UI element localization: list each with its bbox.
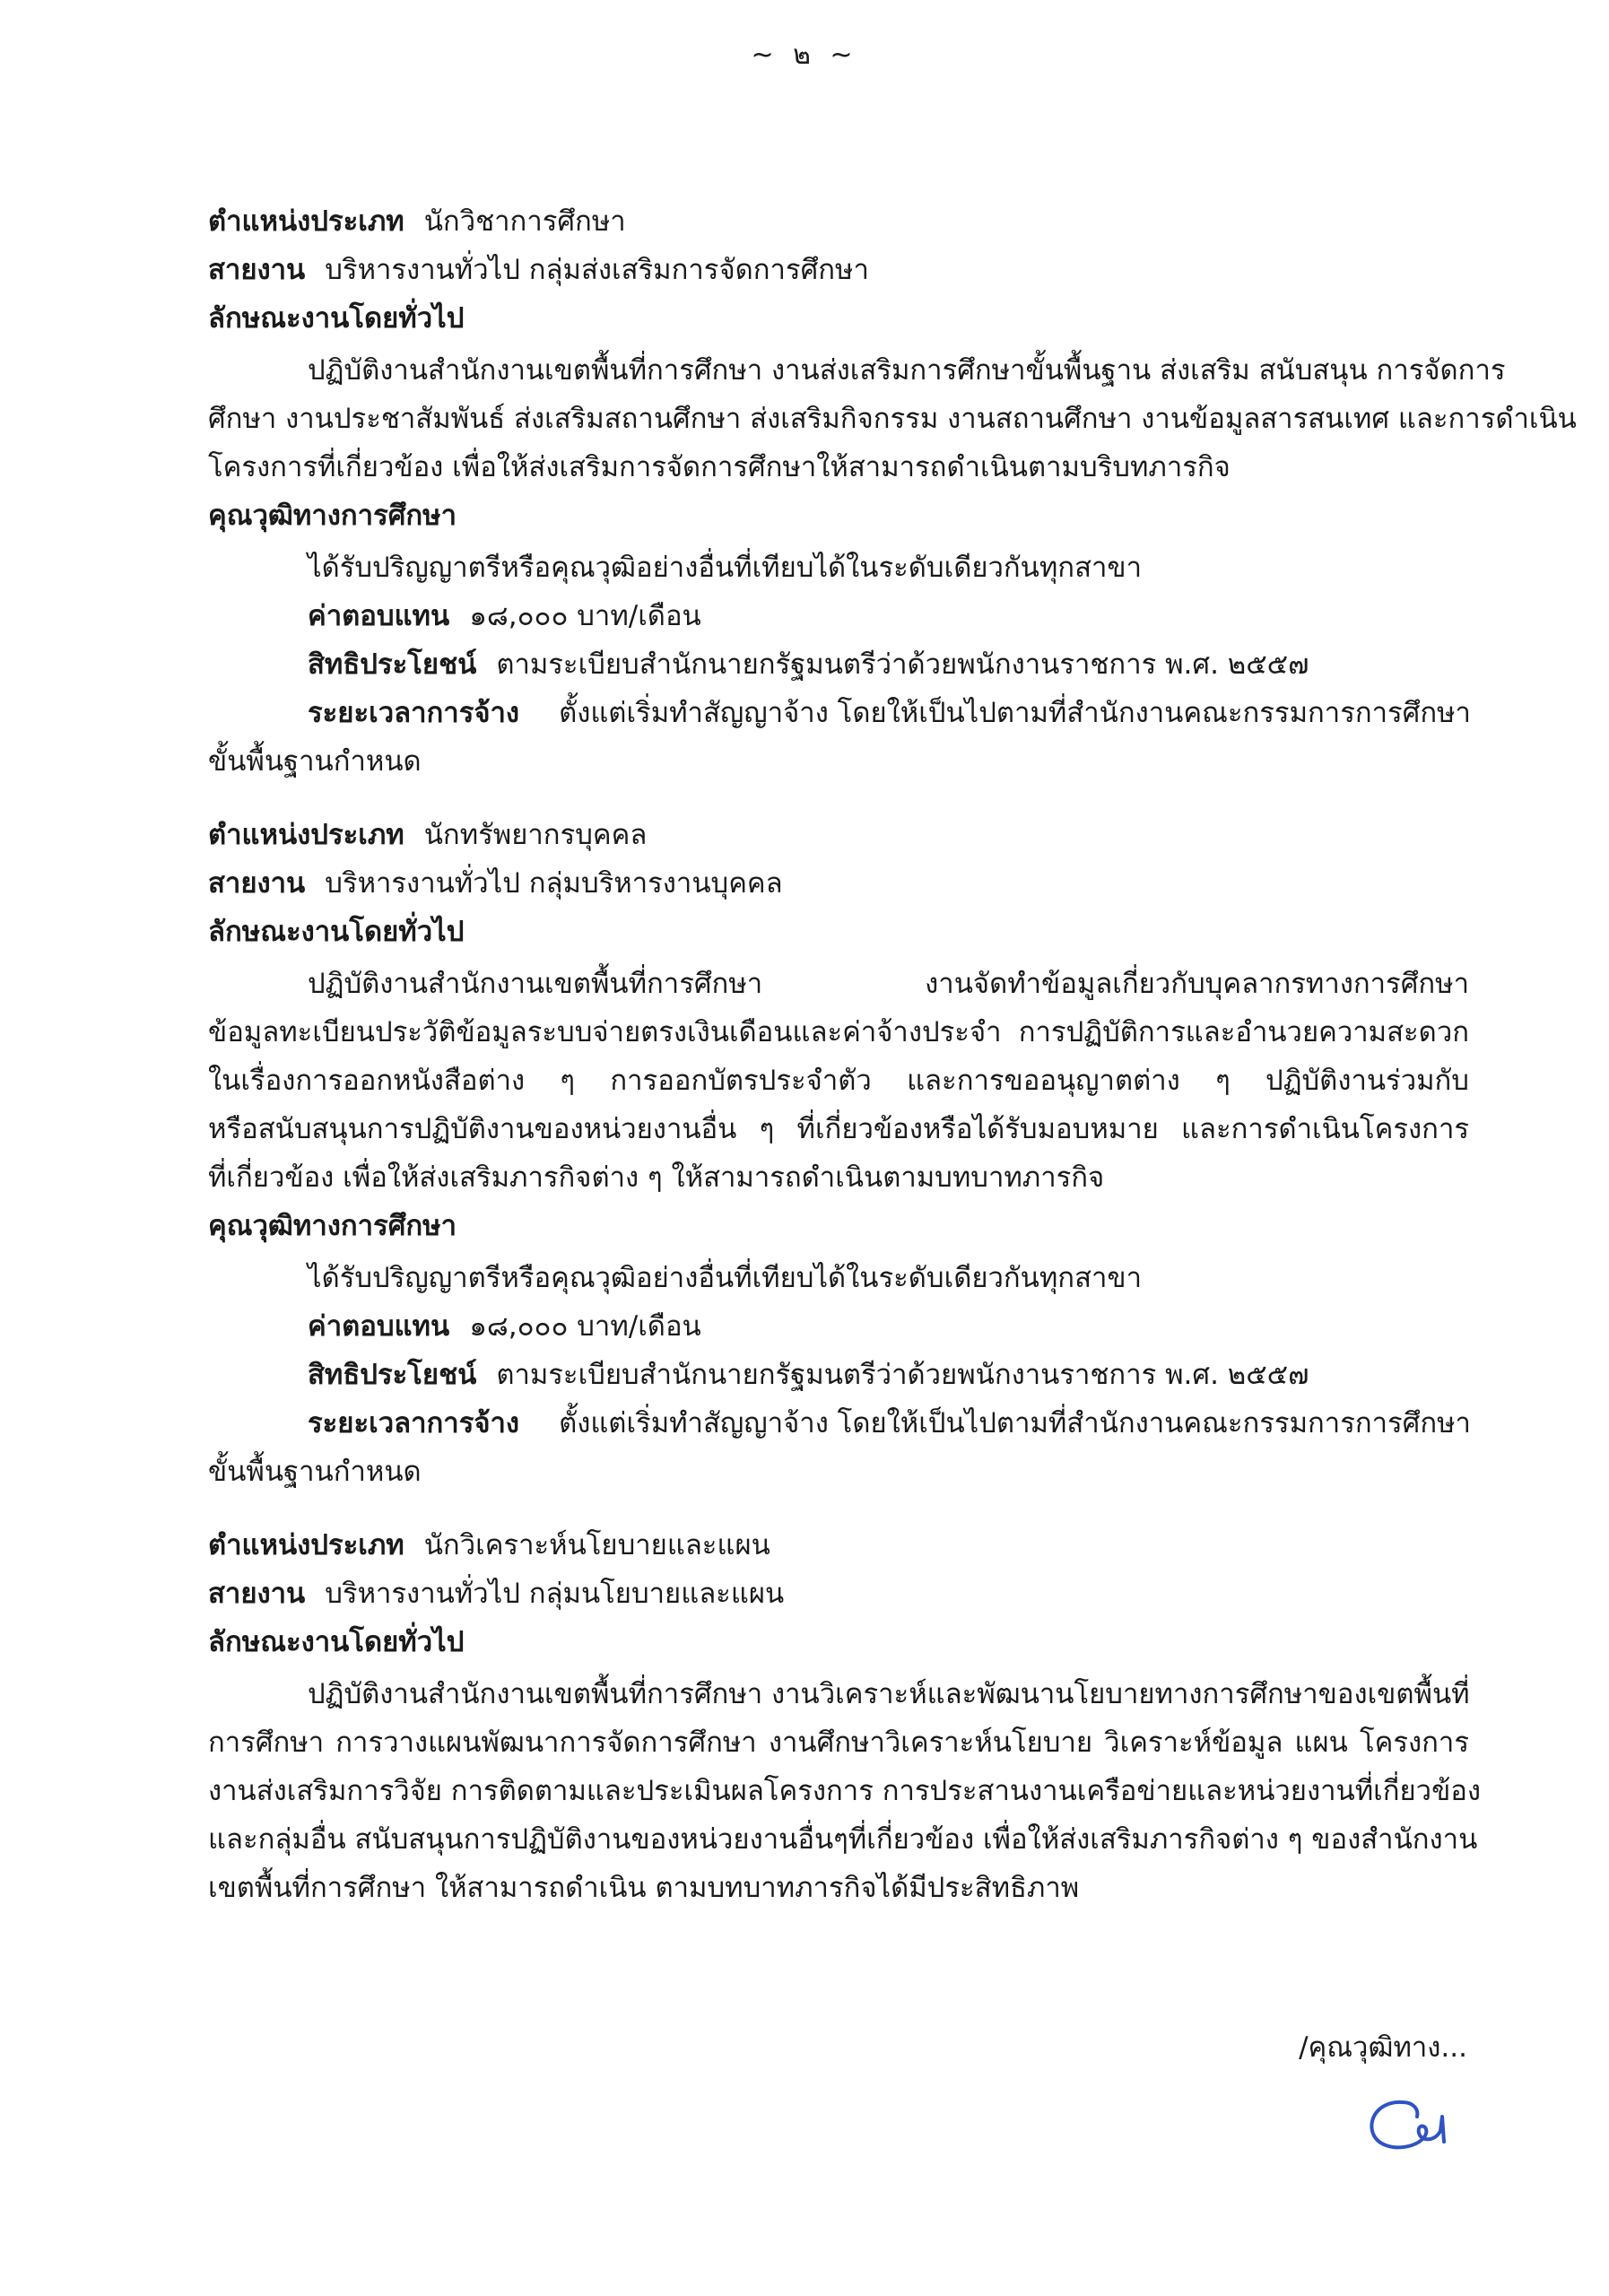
general-duties-heading: ลักษณะงานโดยทั่วไป <box>208 302 465 335</box>
continuation-note: /คุณวุฒิทาง... <box>1299 2031 1467 2064</box>
employment-period-row <box>308 1405 1471 1441</box>
position-type-label: ตำแหน่งประเภท <box>208 1529 404 1561</box>
duties-line: และกลุ่มอื่น สนับสนุนการปฏิบัติงานของหน่วยงานอื่นๆที่เกี่ยวข้อง เพื่อให้ส่งเสริมภารกิจต่าง ๆ ของสำนักงาน <box>208 1823 1478 1856</box>
benefits-row <box>308 1357 1309 1393</box>
duties-line: ในเรื่องการออกหนังสือต่าง ๆ การออกบัตรประจำตัว และการขออนุญาตต่าง ๆ ปฏิบัติงานร่วมกับ <box>208 1065 1469 1097</box>
work-line-row <box>208 1576 784 1612</box>
work-line-label: สายงาน <box>208 1578 306 1610</box>
benefits-row <box>308 647 1309 683</box>
position-type-row <box>208 204 626 239</box>
work-line-row <box>208 865 783 901</box>
signature-mark <box>1363 2090 1462 2161</box>
qualification-heading: คุณวุฒิทางการศึกษา <box>208 500 457 532</box>
position-type-value: นักวิเคราะห์นโยบายและแผน <box>423 1529 770 1561</box>
duties-line: เขตพื้นที่การศึกษา ให้สามารถดำเนิน ตามบทบาทภารกิจได้มีประสิทธิภาพ <box>208 1872 1080 1904</box>
position-type-value: นักวิชาการศึกษา <box>423 205 626 238</box>
page-number: ~ ๒ ~ <box>751 39 858 71</box>
employment-period-label: ระยะเวลาการจ้าง <box>308 697 520 729</box>
duties-line: การศึกษา การวางแผนพัฒนาการจัดการศึกษา งานศึกษาวิเคราะห์นโยบาย วิเคราะห์ข้อมูล แผน โครงการ <box>208 1726 1469 1759</box>
duties-line: ศึกษา งานประชาสัมพันธ์ ส่งเสริมสถานศึกษา ส่งเสริมกิจกรรม งานสถานศึกษา งานข้อมูลสารสนเทศ และการดำเนิน <box>208 403 1577 435</box>
duties-line: หรือสนับสนุนการปฏิบัติงานของหน่วยงานอื่น ๆ ที่เกี่ยวข้องหรือได้รับมอบหมาย และการดำเนินโครงการ <box>208 1113 1469 1145</box>
general-duties-heading: ลักษณะงานโดยทั่วไป <box>208 916 465 948</box>
employment-period-value: ตั้งแต่เริ่มทำสัญญาจ้าง โดยให้เป็นไปตามที่สำนักงานคณะกรรมการการศึกษา <box>559 697 1471 729</box>
benefits-label: สิทธิประโยชน์ <box>308 1359 477 1391</box>
benefits-label: สิทธิประโยชน์ <box>308 648 477 681</box>
position-type-row <box>208 1527 770 1563</box>
qualification-value: ได้รับปริญญาตรีหรือคุณวุฒิอย่างอื่นที่เทียบได้ในระดับเดียวกันทุกสาขา <box>308 552 1142 584</box>
position-type-row <box>208 817 647 853</box>
duties-line: ที่เกี่ยวข้อง เพื่อให้ส่งเสริมภารกิจต่าง ๆ ให้สามารถดำเนินตามบทบาทภารกิจ <box>208 1161 1105 1194</box>
qualification-value: ได้รับปริญญาตรีหรือคุณวุฒิอย่างอื่นที่เทียบได้ในระดับเดียวกันทุกสาขา <box>308 1262 1142 1294</box>
compensation-value: ๑๘,๐๐๐ บาท/เดือน <box>469 1310 701 1343</box>
employment-period-continued: ขั้นพื้นฐานกำหนด <box>208 1456 422 1488</box>
qualification-heading: คุณวุฒิทางการศึกษา <box>208 1210 457 1242</box>
compensation-row <box>308 1309 701 1344</box>
work-line-label: สายงาน <box>208 254 306 286</box>
general-duties-heading: ลักษณะงานโดยทั่วไป <box>208 1626 465 1658</box>
compensation-label: ค่าตอบแทน <box>308 1310 450 1343</box>
work-line-value: บริหารงานทั่วไป กลุ่มส่งเสริมการจัดการศึกษา <box>325 254 869 286</box>
benefits-value: ตามระเบียบสำนักนายกรัฐมนตรีว่าด้วยพนักงานราชการ พ.ศ. ๒๕๕๗ <box>496 648 1309 681</box>
work-line-label: สายงาน <box>208 867 306 900</box>
duties-line: โครงการที่เกี่ยวข้อง เพื่อให้ส่งเสริมการจัดการศึกษาให้สามารถดำเนินตามบริบทภารกิจ <box>208 451 1231 483</box>
work-line-row <box>208 252 869 288</box>
compensation-row <box>308 598 701 634</box>
duties-line: ปฏิบัติงานสำนักงานเขตพื้นที่การศึกษา งานจัดทำข้อมูลเกี่ยวกับบุคลากรทางการศึกษา <box>308 968 1469 1000</box>
employment-period-row <box>308 695 1471 731</box>
duties-line: ข้อมูลทะเบียนประวัติข้อมูลระบบจ่ายตรงเงินเดือนและค่าจ้างประจำ การปฏิบัติการและอำนวยความสะดวก <box>208 1016 1469 1048</box>
compensation-label: ค่าตอบแทน <box>308 600 450 632</box>
duties-line: งานส่งเสริมการวิจัย การติดตามและประเมินผลโครงการ การประสานงานเครือข่ายและหน่วยงานที่เกี่ยวข้อง <box>208 1775 1482 1807</box>
position-type-label: ตำแหน่งประเภท <box>208 819 404 851</box>
position-type-value: นักทรัพยากรบุคคล <box>423 819 648 851</box>
position-type-label: ตำแหน่งประเภท <box>208 205 404 238</box>
duties-line: ปฏิบัติงานสำนักงานเขตพื้นที่การศึกษา งานส่งเสริมการศึกษาขั้นพื้นฐาน ส่งเสริม สนับสนุน การจัดการ <box>308 354 1506 387</box>
work-line-value: บริหารงานทั่วไป กลุ่มนโยบายและแผน <box>325 1578 785 1610</box>
duties-line: ปฏิบัติงานสำนักงานเขตพื้นที่การศึกษา งานวิเคราะห์และพัฒนานโยบายทางการศึกษาของเขตพื้นที่ <box>308 1678 1470 1710</box>
employment-period-label: ระยะเวลาการจ้าง <box>308 1407 520 1439</box>
employment-period-continued: ขั้นพื้นฐานกำหนด <box>208 745 422 778</box>
compensation-value: ๑๘,๐๐๐ บาท/เดือน <box>469 600 701 632</box>
employment-period-value: ตั้งแต่เริ่มทำสัญญาจ้าง โดยให้เป็นไปตามที่สำนักงานคณะกรรมการการศึกษา <box>559 1407 1471 1439</box>
work-line-value: บริหารงานทั่วไป กลุ่มบริหารงานบุคคล <box>325 867 783 900</box>
benefits-value: ตามระเบียบสำนักนายกรัฐมนตรีว่าด้วยพนักงานราชการ พ.ศ. ๒๕๕๗ <box>496 1359 1309 1391</box>
